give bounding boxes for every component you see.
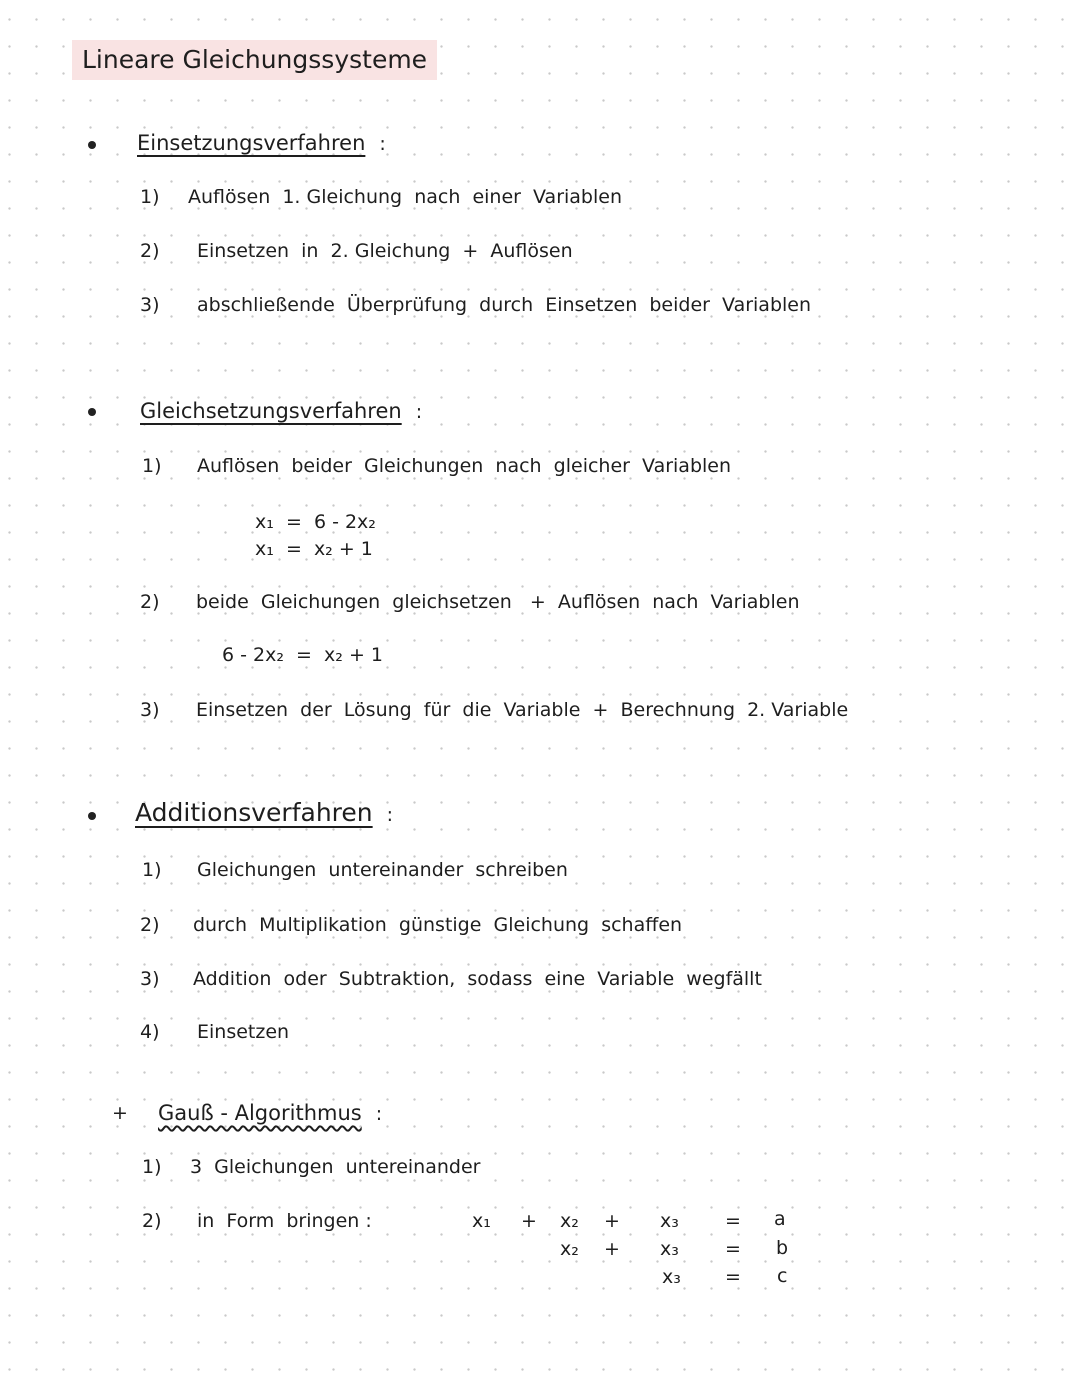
- step-text: Einsetzen: [197, 1021, 290, 1043]
- step-text: 3 Gleichungen untereinander: [190, 1156, 481, 1178]
- equation: x₁ = x₂ + 1: [255, 538, 373, 560]
- bullet: [88, 141, 96, 149]
- matrix-rhs: b: [776, 1237, 789, 1259]
- matrix-eq: =: [725, 1210, 741, 1232]
- plus-marker: +: [112, 1102, 128, 1124]
- matrix-x3: x₃: [660, 1238, 679, 1260]
- matrix-x3: x₃: [662, 1266, 681, 1288]
- matrix-eq: =: [725, 1238, 741, 1260]
- heading-gleichsetzungsverfahren: Gleichsetzungsverfahren: [140, 399, 402, 423]
- step-text: Einsetzen der Lösung für die Variable + Berechnung 2. Variable: [196, 699, 849, 721]
- step-num: 2): [140, 240, 160, 262]
- step-text: in Form bringen :: [197, 1210, 372, 1232]
- step-num: 2): [140, 914, 160, 936]
- step-num: 1): [142, 455, 162, 477]
- heading-gauss-algorithmus: Gauß - Algorithmus: [158, 1101, 362, 1125]
- heading-row: [158, 1100, 382, 1127]
- heading-row: [135, 800, 393, 828]
- step-num: 3): [140, 294, 160, 316]
- bullet: [88, 408, 96, 416]
- step-num: 4): [140, 1021, 160, 1043]
- equation: x₁ = 6 - 2x₂: [255, 511, 376, 533]
- equation: 6 - 2x₂ = x₂ + 1: [222, 644, 383, 666]
- matrix-rhs: a: [774, 1208, 786, 1230]
- step-text: beide Gleichungen gleichsetzen + Auflösen nach Variablen: [196, 591, 800, 613]
- heading-additionsverfahren: Additionsverfahren: [135, 798, 373, 827]
- step-text: Auflösen 1. Gleichung nach einer Variablen: [188, 186, 623, 208]
- heading-row: [137, 130, 386, 157]
- colon: :: [379, 133, 386, 155]
- heading-einsetzungsverfahren: Einsetzungsverfahren: [137, 131, 366, 155]
- page-title: Lineare Gleichungssysteme: [82, 45, 428, 74]
- step-num: 2): [142, 1210, 162, 1232]
- matrix-rhs: c: [777, 1265, 788, 1287]
- step-text: durch Multiplikation günstige Gleichung schaffen: [193, 914, 683, 936]
- matrix-x2: x₂: [560, 1210, 579, 1232]
- matrix-plus: +: [604, 1210, 620, 1232]
- title-highlight: [72, 40, 437, 80]
- step-text: Addition oder Subtraktion, sodass eine Variable wegfällt: [193, 968, 762, 990]
- matrix-eq: =: [725, 1266, 741, 1288]
- step-text: Einsetzen in 2. Gleichung + Auflösen: [197, 240, 573, 262]
- step-text: abschließende Überprüfung durch Einsetzen beider Variablen: [197, 294, 812, 316]
- step-num: 1): [142, 1156, 162, 1178]
- matrix-x2: x₂: [560, 1238, 579, 1260]
- matrix-plus: +: [521, 1210, 537, 1232]
- step-num: 1): [140, 186, 160, 208]
- colon: :: [375, 1103, 383, 1125]
- colon: :: [415, 401, 423, 423]
- colon: :: [386, 804, 394, 826]
- step-text: Gleichungen untereinander schreiben: [197, 859, 568, 881]
- step-num: 1): [142, 859, 162, 881]
- step-text: Auflösen beider Gleichungen nach gleicher Variablen: [197, 455, 732, 477]
- matrix-x1: x₁: [472, 1210, 491, 1232]
- matrix-x3: x₃: [660, 1210, 679, 1232]
- step-num: 3): [140, 968, 160, 990]
- heading-row: [140, 398, 422, 425]
- matrix-plus: +: [604, 1238, 620, 1260]
- step-num: 2): [140, 591, 160, 613]
- bullet: [88, 812, 96, 820]
- step-num: 3): [140, 699, 160, 721]
